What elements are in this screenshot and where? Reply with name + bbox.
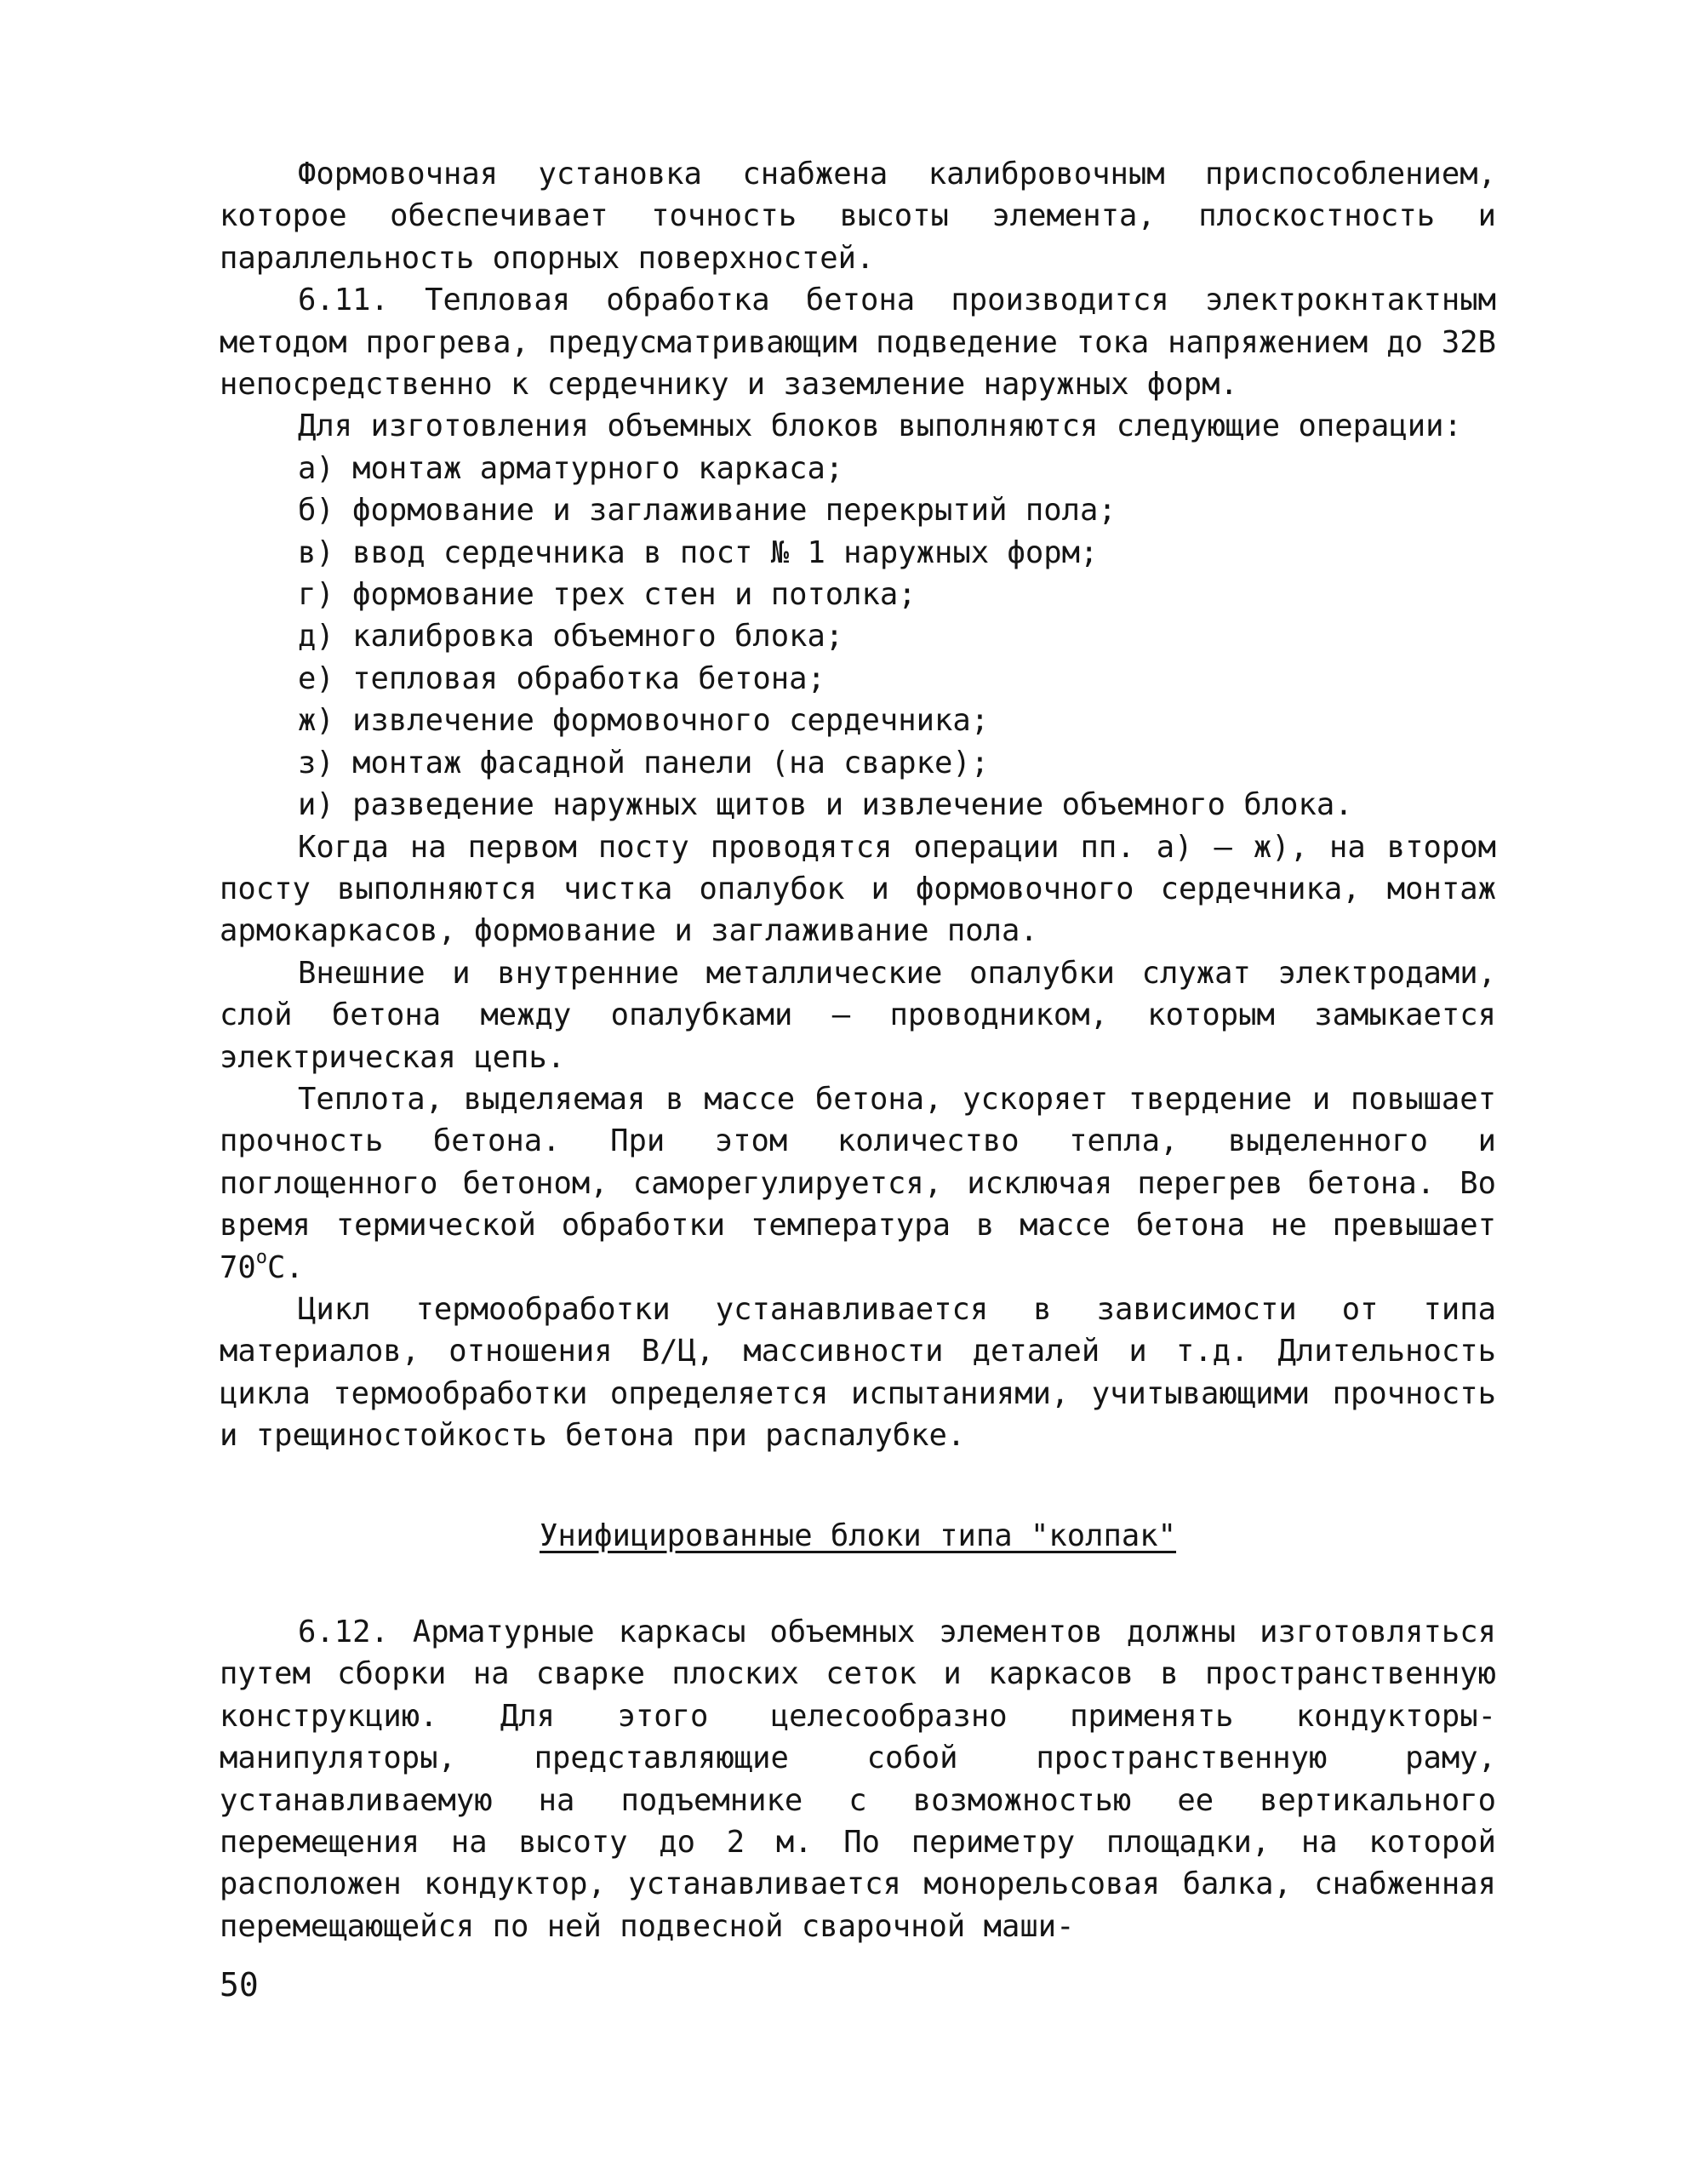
paragraph-first-post: Когда на первом посту проводятся операции пп. а) – ж), на втором посту выполняются чистка опалубок и формовочного сердечника, монтаж армокаркасов, формование и заглаживание пола. bbox=[220, 829, 1496, 949]
list-item: и) разведение наружных щитов и извлечение объемного блока. bbox=[298, 787, 1353, 823]
page-number: 50 bbox=[220, 1966, 259, 2004]
heat-text-end: С. bbox=[267, 1249, 304, 1285]
paragraph-operations-intro: Для изготовления объемных блоков выполняются следующие операции: bbox=[298, 409, 1462, 444]
list-item: з) монтаж фасадной панели (на сварке); bbox=[298, 745, 990, 780]
paragraph-heat bbox=[220, 1078, 1496, 1289]
paragraph-6-12: 6.12. Арматурные каркасы объемных элементов должны изготовляться путем сборки на сварке плоских сеток и каркасов в пространственную конструкцию. Для этого целесообразно применять кондукторы-манипуляторы, представляющие собой пространственную раму, устанавливаемую на подъемнике с возможностью ее вертикального перемещения на высоту до 2 м. По периметру площадки, на которой расположен кондуктор, устанавливается монорельсовая балка, снабженная перемещающейся по ней подвесной сварочной маши- bbox=[220, 1615, 1496, 1944]
paragraph-6-11: 6.11. Тепловая обработка бетона производится электрокнтактным методом прогрева, предусматривающим подведение тока напряжением до 32В непосредственно к сердечнику и заземление наружных форм. bbox=[220, 283, 1496, 403]
heat-text: Теплота, выделяемая в массе бетона, ускоряет твердение и повышает прочность бетона. При этом количество тепла, выделенного и поглощенного бетоном, саморегулируется, исключая перегрев бетона. Во время термической обработки температура в массе бетона не превышает 70 bbox=[220, 1081, 1496, 1285]
list-item: в) ввод сердечника в пост № 1 наружных форм; bbox=[298, 535, 1099, 570]
list-item: ж) извлечение формовочного сердечника; bbox=[298, 703, 990, 739]
body-text bbox=[220, 153, 1496, 1947]
paragraph-calibration: Формовочная установка снабжена калибровочным приспособлением, которое обеспечивает точность высоты элемента, плоскостность и параллельность опорных поверхностей. bbox=[220, 157, 1496, 276]
list-item: д) калибровка объемного блока; bbox=[298, 619, 844, 655]
list-item: г) формование трех стен и потолка; bbox=[298, 577, 917, 613]
list-item: а) монтаж арматурного каркаса; bbox=[298, 450, 844, 486]
operations-list bbox=[220, 448, 1496, 826]
degree-superscript: о bbox=[255, 1247, 267, 1269]
list-item: б) формование и заглаживание перекрытий пола; bbox=[298, 493, 1117, 529]
list-item: е) тепловая обработка бетона; bbox=[298, 660, 825, 696]
paragraph-electrodes: Внешние и внутренние металлические опалубки служат электродами, слой бетона между опалубками – проводником, которым замыкается электрическая цепь. bbox=[220, 955, 1496, 1075]
paragraph-cycle: Цикл термообработки устанавливается в зависимости от типа материалов, отношения В/Ц, массивности деталей и т.д. Длительность цикла термообработки определяется испытаниями, учитывающими прочность и трещиностойкость бетона при распалубке. bbox=[220, 1291, 1496, 1454]
section-heading: Унифицированные блоки типа "колпак" bbox=[539, 1518, 1177, 1553]
